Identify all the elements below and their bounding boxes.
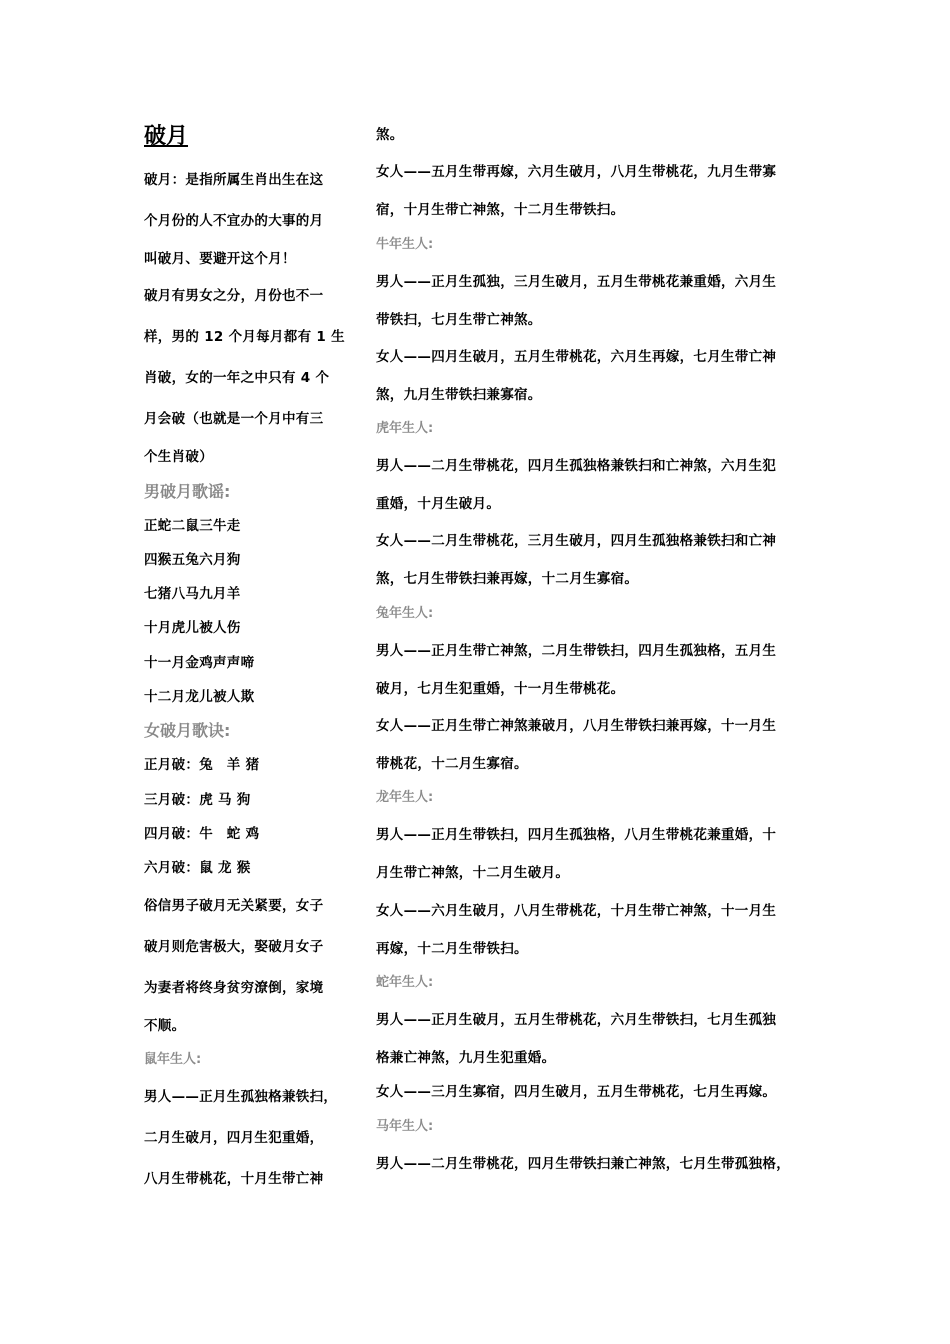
note-line: 俗信男子破月无关紧要，女子: [144, 897, 324, 914]
snake-male-line: 格兼亡神煞，九月生犯重婚。: [376, 1049, 556, 1066]
tiger-year-title: 虎年生人:: [376, 421, 434, 437]
snake-male-line: 男人——正月生破月，五月生带桃花，六月生带铁扫，七月生孤独: [376, 1011, 777, 1028]
ox-female-line: 女人——四月生破月，五月生带桃花，六月生再嫁，七月生带亡神: [376, 348, 777, 365]
dragon-female-line: 女人——六月生破月，八月生带桃花，十月生带亡神煞，十一月生: [376, 902, 777, 919]
ox-year-title: 牛年生人:: [376, 236, 434, 252]
ox-male-line: 男人——正月生孤独，三月生破月，五月生带桃花兼重婚，六月生: [376, 273, 777, 290]
male-song-line: 正蛇二鼠三牛走: [144, 517, 241, 534]
rabbit-female-line: 带桃花，十二月生寡宿。: [376, 756, 528, 773]
tiger-male-line: 男人——二月生带桃花，四月生孤独格兼铁扫和亡神煞，六月生犯: [376, 458, 777, 475]
male-song-line: 十二月龙儿被人欺: [144, 689, 255, 706]
male-song-title: 男破月歌谣:: [144, 481, 231, 501]
page-title: 破月: [144, 124, 189, 149]
horse-male-line: 男人——二月生带桃花，四月生带铁扫兼亡神煞，七月生带孤独格，: [376, 1155, 790, 1172]
male-song-line: 四猴五兔六月狗: [144, 551, 241, 568]
female-song-line: 六月破：鼠 龙 猴: [144, 860, 251, 877]
horse-year-title: 马年生人:: [376, 1118, 434, 1134]
snake-year-title: 蛇年生人:: [376, 974, 434, 990]
tiger-male-line: 重婚，十月生破月。: [376, 496, 501, 513]
rat-male-line: 八月生带桃花，十月生带亡神: [144, 1170, 324, 1187]
rat-female-line: 女人——五月生带再嫁，六月生破月，八月生带桃花，九月生带寡: [376, 164, 777, 181]
rabbit-male-line: 男人——正月生带亡神煞，二月生带铁扫，四月生孤独格，五月生: [376, 642, 777, 659]
male-song-line: 十一月金鸡声声啼: [144, 654, 255, 671]
rat-female-line: 宿，十月生带亡神煞，十二月生带铁扫。: [376, 202, 625, 219]
female-song-line: 正月破：兔 羊 猪: [144, 757, 260, 774]
rat-male-tail: 煞。: [376, 127, 404, 143]
intro-line: 个月份的人不宜办的大事的月: [144, 213, 324, 229]
right-column: [376, 118, 821, 1185]
rabbit-female-line: 女人——正月生带亡神煞兼破月，八月生带铁扫兼再嫁，十一月生: [376, 718, 777, 735]
dragon-male-line: 月生带亡神煞，十二月生破月。: [376, 865, 570, 882]
snake-female-line: 女人——三月生寡宿，四月生破月，五月生带桃花，七月生再嫁。: [376, 1084, 777, 1101]
rabbit-year-title: 兔年生人:: [376, 605, 434, 621]
rat-male-line: 二月生破月，四月生犯重婚，: [144, 1129, 324, 1146]
female-song-title: 女破月歌诀:: [144, 721, 231, 741]
male-song-line: 十月虎儿被人伤: [144, 620, 241, 637]
intro-line: 月会破（也就是一个月中有三: [144, 411, 324, 428]
rabbit-male-line: 破月，七月生犯重婚，十一月生带桃花。: [376, 680, 625, 697]
intro-line: 破月：是指所属生肖出生在这: [144, 172, 324, 188]
intro-line: 肖破，女的一年之中只有 4 个: [144, 370, 330, 387]
tiger-female-line: 女人——二月生带桃花，三月生破月，四月生孤独格兼铁扫和亡神: [376, 533, 777, 550]
intro-line: 个生肖破）: [144, 449, 213, 466]
ox-female-line: 煞，九月生带铁扫兼寡宿。: [376, 386, 542, 403]
male-song-line: 七猪八马九月羊: [144, 586, 241, 603]
dragon-year-title: 龙年生人:: [376, 790, 434, 806]
note-line: 为妻者将终身贫穷潦倒，家境: [144, 979, 324, 996]
left-column: [144, 118, 356, 1200]
female-song-line: 四月破：牛 蛇 鸡: [144, 825, 260, 842]
intro-line: 破月有男女之分，月份也不一: [144, 288, 324, 305]
rat-year-title: 鼠年生人:: [144, 1051, 202, 1067]
note-line: 不顺。: [144, 1017, 186, 1034]
note-line: 破月则危害极大，娶破月女子: [144, 938, 324, 955]
ox-male-line: 带铁扫，七月生带亡神煞。: [376, 311, 542, 328]
rat-male-line: 男人——正月生孤独格兼铁扫，: [144, 1088, 338, 1105]
dragon-male-line: 男人——正月生带铁扫，四月生孤独格，八月生带桃花兼重婚，十: [376, 827, 777, 844]
female-song-line: 三月破：虎 马 狗: [144, 791, 251, 808]
tiger-female-line: 煞，七月生带铁扫兼再嫁，十二月生寡宿。: [376, 571, 639, 588]
intro-line: 样，男的 12 个月每月都有 1 生: [144, 329, 345, 346]
intro-line: 叫破月、要避开这个月！: [144, 251, 296, 267]
dragon-female-line: 再嫁，十二月生带铁扫。: [376, 940, 528, 957]
